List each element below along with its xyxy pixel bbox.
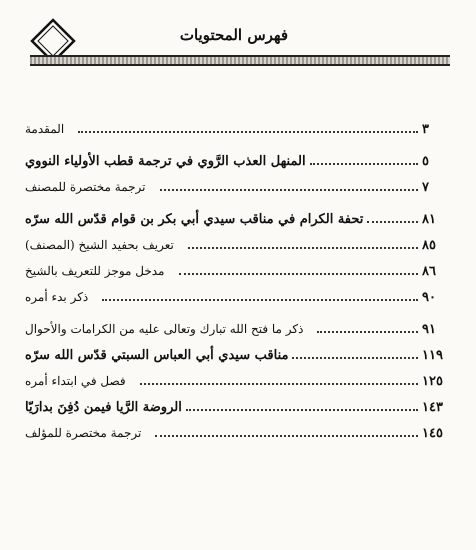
page-title: فهرس المحتويات (179, 26, 288, 44)
toc-entry-title: مدخل موجز للتعريف بالشيخ (25, 264, 165, 278)
toc-entry[interactable] (22, 210, 452, 230)
toc-entry[interactable] (22, 120, 452, 140)
toc-entry-page: ٨٦ (422, 264, 436, 279)
toc-header (30, 22, 450, 72)
toc-entry-page: ٣ (422, 122, 429, 137)
dot-leader (160, 178, 418, 191)
toc-entry[interactable] (22, 152, 452, 172)
bleed-through-text (0, 0, 476, 10)
toc-entry-page: ١٢٥ (422, 374, 443, 389)
toc-entry-title: ذكر ما فتح الله تبارك وتعالى عليه من الكرامات والأحوال (25, 322, 304, 336)
toc-entry-page: ١١٩ (422, 348, 443, 363)
toc-entry[interactable] (22, 346, 452, 366)
table-of-contents (22, 120, 452, 450)
toc-entry-page: ٨١ (422, 212, 436, 227)
toc-entry[interactable] (22, 236, 452, 256)
toc-entry-page: ١٤٣ (422, 400, 443, 415)
dot-leader (367, 210, 418, 223)
toc-entry-page: ٩٠ (422, 290, 436, 305)
toc-entry-title: المقدمة (25, 122, 65, 136)
toc-entry-title: تعريف بحفيد الشيخ (المصنف) (25, 238, 174, 252)
toc-entry-page: ١٤٥ (422, 426, 443, 441)
dot-leader (179, 262, 419, 275)
toc-entry[interactable] (22, 424, 452, 444)
toc-entry[interactable] (22, 262, 452, 282)
toc-entry-title: الروضة الرَّيا فيمن دُفِنَ بدارَيّا (25, 400, 182, 415)
toc-entry-title: ترجمة مختصرة للمؤلف (25, 426, 142, 440)
dot-leader (317, 320, 418, 333)
toc-entry[interactable] (22, 398, 452, 418)
dot-leader (310, 152, 418, 165)
toc-entry-title: ترجمة مختصرة للمصنف (25, 180, 146, 194)
toc-entry[interactable] (22, 178, 452, 198)
toc-entry-title: تحفة الكرام في مناقب سيدي أبي بكر بن قوام قدّس الله سرّه (25, 212, 364, 227)
dot-leader (188, 236, 418, 249)
dot-leader (140, 372, 418, 385)
dot-leader (292, 346, 418, 359)
toc-entry-title: فصل في ابتداء أمره (25, 374, 126, 388)
toc-entry-title: المنهل العذب الرَّوي في ترجمة قطب الأولياء النووي (25, 154, 306, 169)
dot-leader (186, 398, 418, 411)
dot-leader (155, 424, 418, 437)
toc-entry-page: ٧ (422, 180, 429, 195)
header-rule (30, 55, 450, 66)
dot-leader (102, 288, 418, 301)
toc-entry[interactable] (22, 320, 452, 340)
toc-entry[interactable] (22, 288, 452, 308)
toc-entry-page: ٩١ (422, 322, 436, 337)
toc-entry-page: ٥ (422, 154, 429, 169)
toc-entry[interactable] (22, 372, 452, 392)
toc-entry-title: مناقب سيدي أبي العباس السبتي قدّس الله سرّه (25, 348, 289, 363)
toc-entry-page: ٨٥ (422, 238, 436, 253)
toc-entry-title: ذكر بدء أمره (25, 290, 89, 304)
dot-leader (78, 120, 418, 133)
